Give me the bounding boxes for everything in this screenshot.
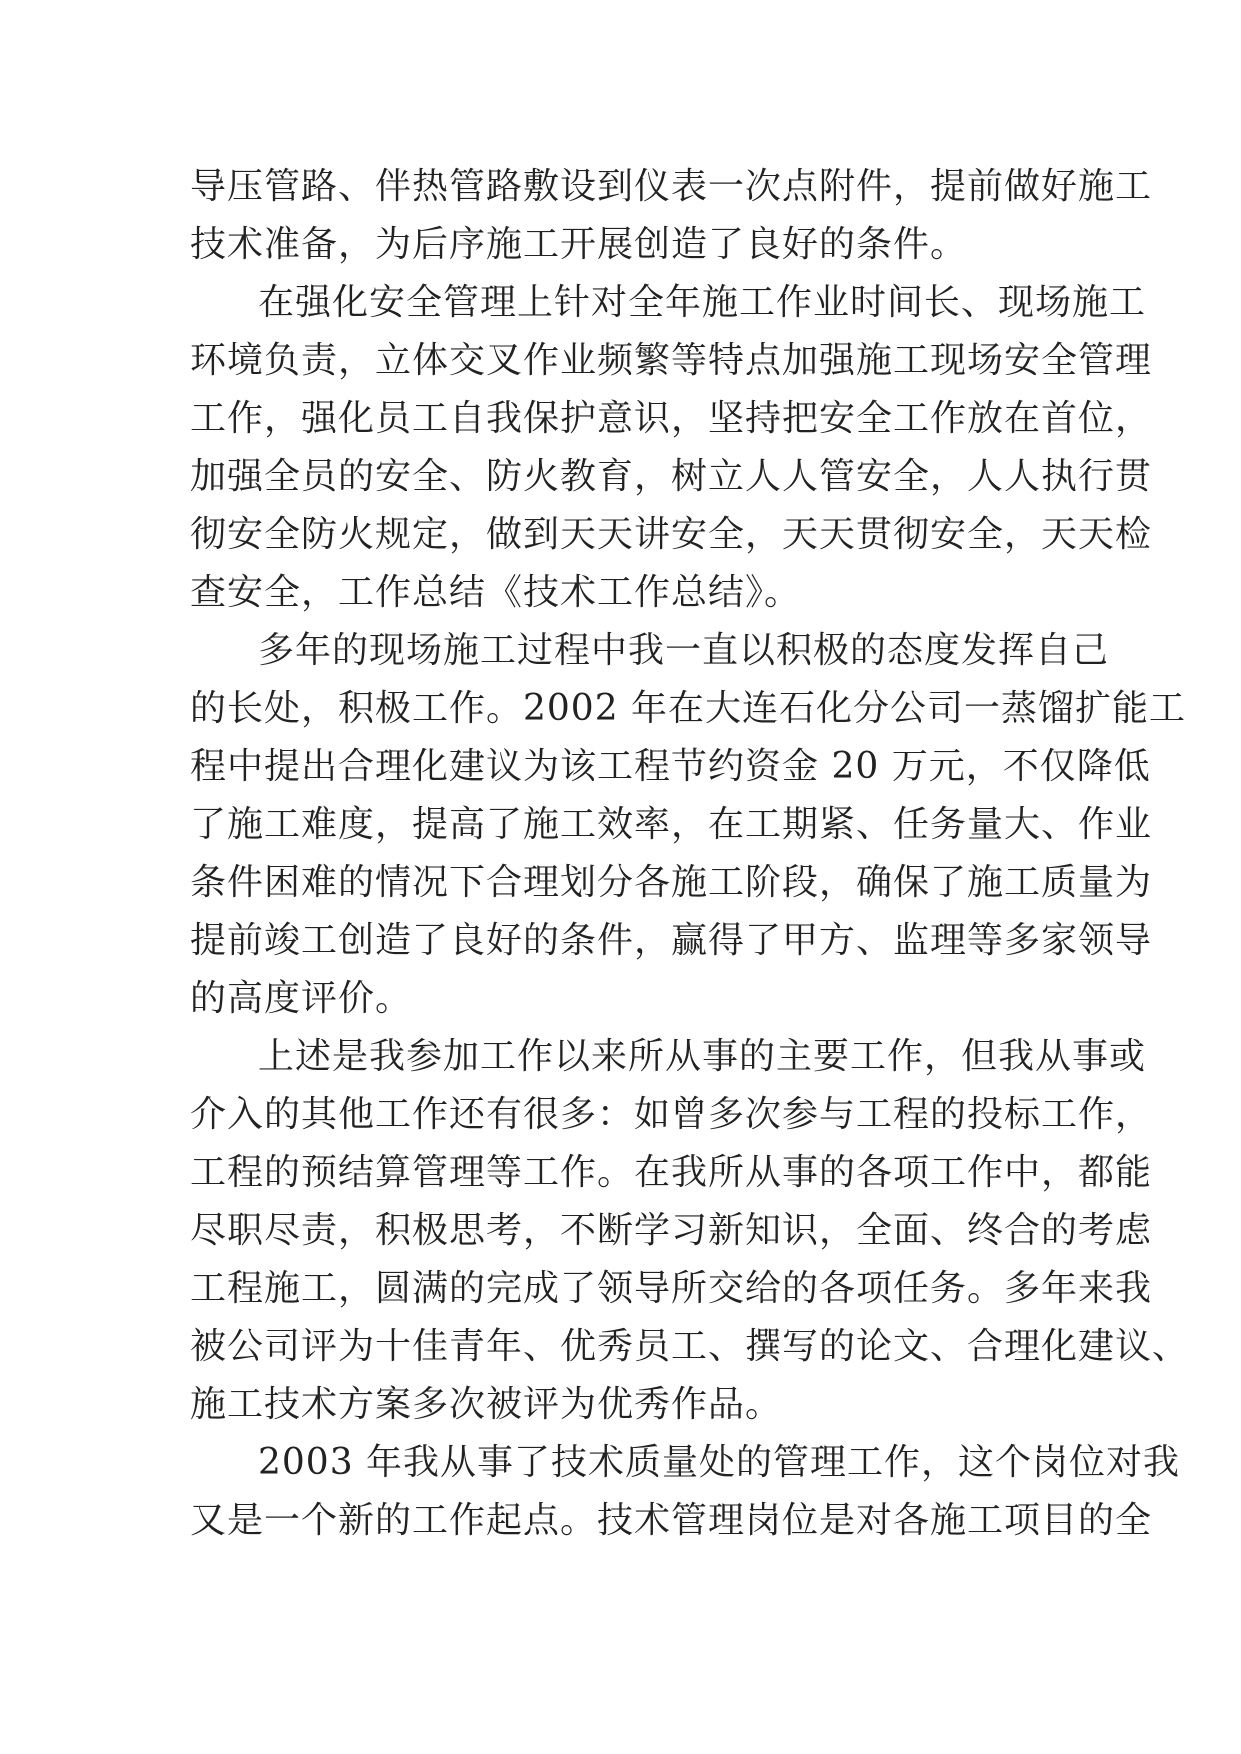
text-line: 查安全，工作总结《技术工作总结》。 [190, 572, 802, 613]
text-line: 上述是我参加工作以来所从事的主要工作，但我从事或 [258, 1036, 1147, 1077]
text-line: 的长处，积极工作。2002 年在大连石化分公司一蒸馏扩能工 [190, 688, 1187, 729]
text-line: 提前竣工创造了良好的条件，赢得了甲方、监理等多家领导 [190, 920, 1153, 961]
text-line: 尽职尽责，积极思考，不断学习新知识，全面、终合的考虑 [190, 1210, 1153, 1251]
text-line: 加强全员的安全、防火教育，树立人人管安全，人人执行贯 [190, 456, 1153, 497]
text-line: 技术准备，为后序施工开展创造了良好的条件。 [190, 224, 968, 265]
body-text [190, 158, 1190, 1550]
text-line: 程中提出合理化建议为该工程节约资金 20 万元，不仅降低 [190, 746, 1151, 787]
text-line: 工程施工，圆满的完成了领导所交给的各项任务。多年来我 [190, 1268, 1153, 1309]
text-line: 的高度评价。 [190, 978, 413, 1019]
text-line: 工作，强化员工自我保护意识，坚持把安全工作放在首位， [190, 398, 1153, 439]
text-line: 条件困难的情况下合理划分各施工阶段，确保了施工质量为 [190, 862, 1153, 903]
text-line: 了施工难度，提高了施工效率，在工期紧、任务量大、作业 [190, 804, 1153, 845]
text-line: 2003 年我从事了技术质量处的管理工作，这个岗位对我 [258, 1442, 1181, 1483]
text-line: 施工技术方案多次被评为优秀作品。 [190, 1384, 783, 1425]
text-line: 导压管路、伴热管路敷设到仪表一次点附件，提前做好施工 [190, 166, 1153, 207]
text-line: 介入的其他工作还有很多：如曾多次参与工程的投标工作， [190, 1094, 1153, 1135]
text-line: 被公司评为十佳青年、优秀员工、撰写的论文、合理化建议、 [190, 1326, 1190, 1367]
text-line: 多年的现场施工过程中我一直以积极的态度发挥自己 [258, 630, 1110, 671]
text-line: 彻安全防火规定，做到天天讲安全，天天贯彻安全，天天检 [190, 514, 1153, 555]
text-line: 环境负责，立体交叉作业频繁等特点加强施工现场安全管理 [190, 340, 1153, 381]
text-line: 在强化安全管理上针对全年施工作业时间长、现场施工 [258, 282, 1147, 323]
text-line: 又是一个新的工作起点。技术管理岗位是对各施工项目的全 [190, 1500, 1153, 1541]
text-line: 工程的预结算管理等工作。在我所从事的各项工作中，都能 [190, 1152, 1153, 1193]
